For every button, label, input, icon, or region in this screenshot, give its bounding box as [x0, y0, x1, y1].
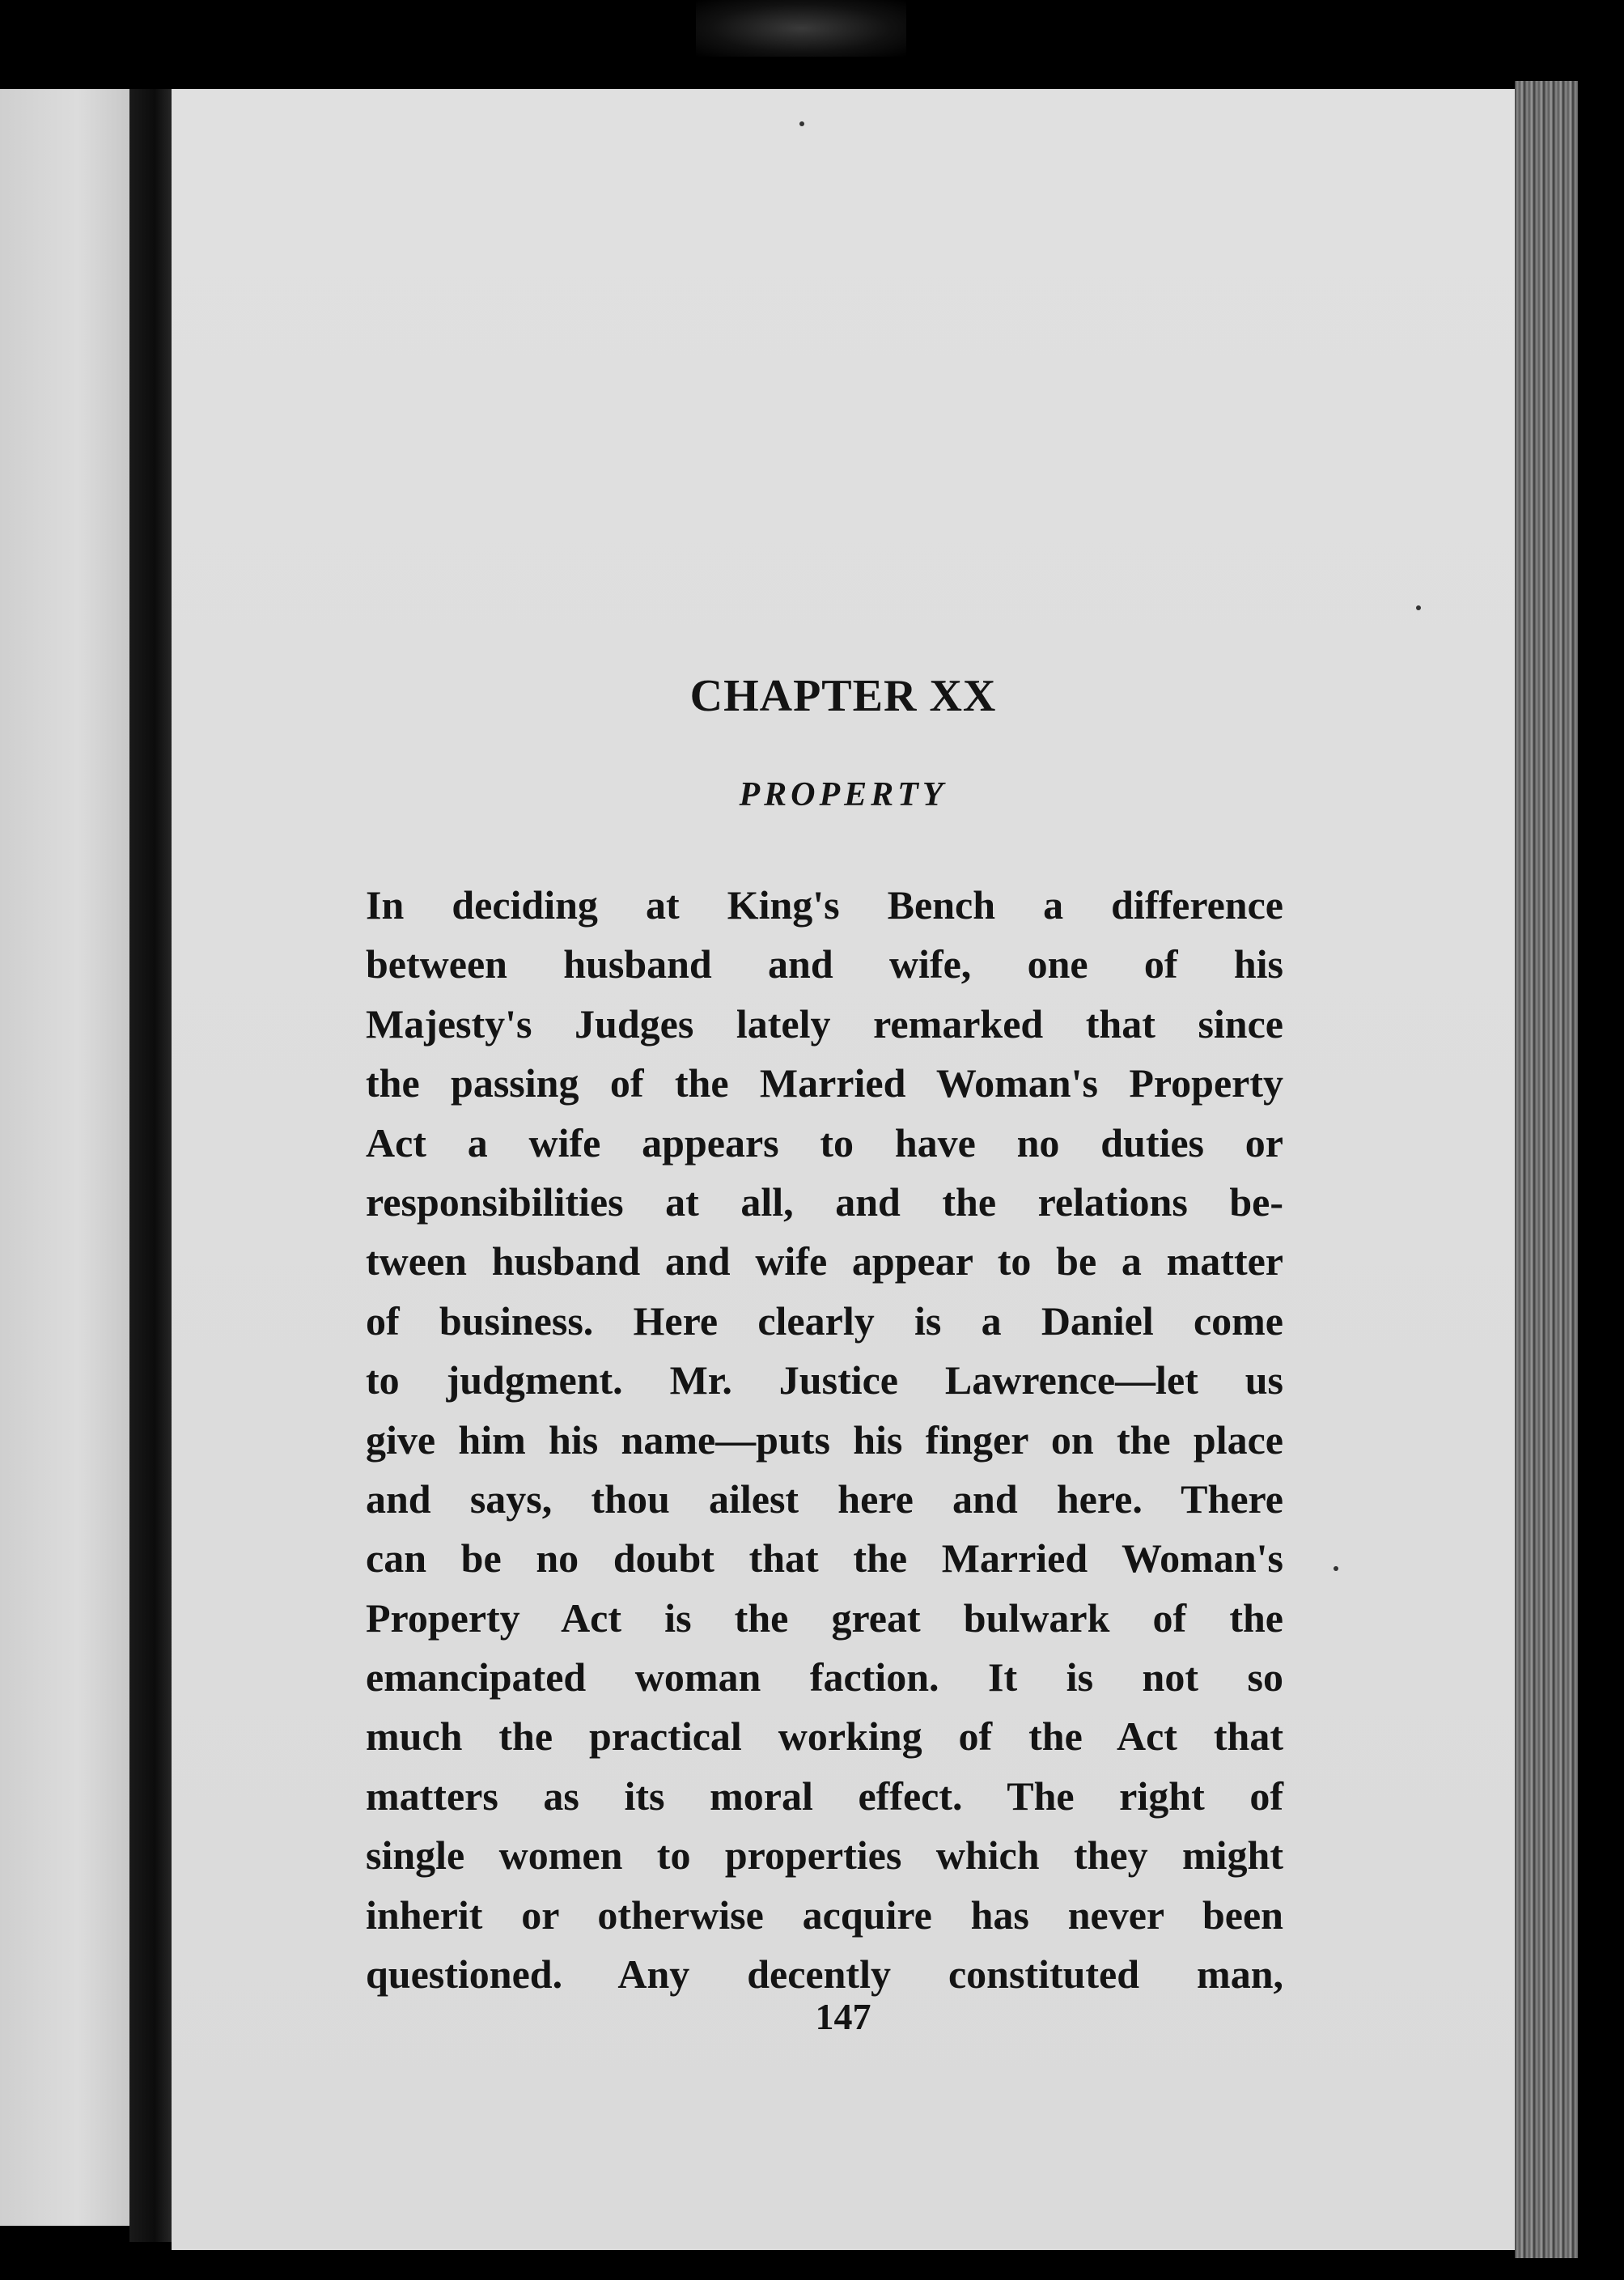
page-number: 147: [815, 1996, 871, 2037]
dust-speck: [1334, 1566, 1338, 1571]
scan-smudge: [696, 0, 906, 57]
text-line: single women to properties which they might: [366, 1832, 1283, 1879]
text-line: responsibilities at all, and the relations be-: [366, 1178, 1283, 1225]
dust-speck: [1416, 605, 1421, 610]
text-line: tween husband and wife appear to be a matter: [366, 1238, 1283, 1284]
book-gutter: [129, 89, 172, 2242]
page-edges: [1515, 81, 1578, 2258]
text-line: emancipated woman faction. It is not so: [366, 1654, 1283, 1700]
text-line: of business. Here clearly is a Daniel come: [366, 1297, 1283, 1344]
chapter-subtitle: PROPERTY: [739, 776, 948, 813]
text-line: inherit or otherwise acquire has never been: [366, 1892, 1283, 1938]
text-line: Property Act is the great bulwark of the: [366, 1594, 1283, 1641]
body-text: [366, 876, 1283, 2004]
text-line: and says, thou ailest here and here. There: [366, 1475, 1283, 1522]
text-line: between husband and wife, one of his: [366, 941, 1283, 987]
text-line: can be no doubt that the Married Woman's: [366, 1535, 1283, 1582]
text-line: to judgment. Mr. Justice Lawrence—let us: [366, 1357, 1283, 1403]
chapter-heading: CHAPTER XX: [689, 671, 997, 721]
text-line: the passing of the Married Woman's Property: [366, 1060, 1283, 1106]
text-line: questioned. Any decently constituted man,: [366, 1951, 1283, 1998]
text-line: matters as its moral effect. The right of: [366, 1773, 1283, 1819]
text-line: Majesty's Judges lately remarked that since: [366, 1000, 1283, 1047]
dust-speck: [799, 121, 804, 126]
text-line: Act a wife appears to have no duties or: [366, 1119, 1283, 1165]
text-line: much the practical working of the Act that: [366, 1713, 1283, 1760]
previous-page-edge: [0, 89, 129, 2226]
text-line: give him his name—puts his finger on the place: [366, 1416, 1283, 1463]
text-line: In deciding at King's Bench a difference: [366, 882, 1283, 928]
